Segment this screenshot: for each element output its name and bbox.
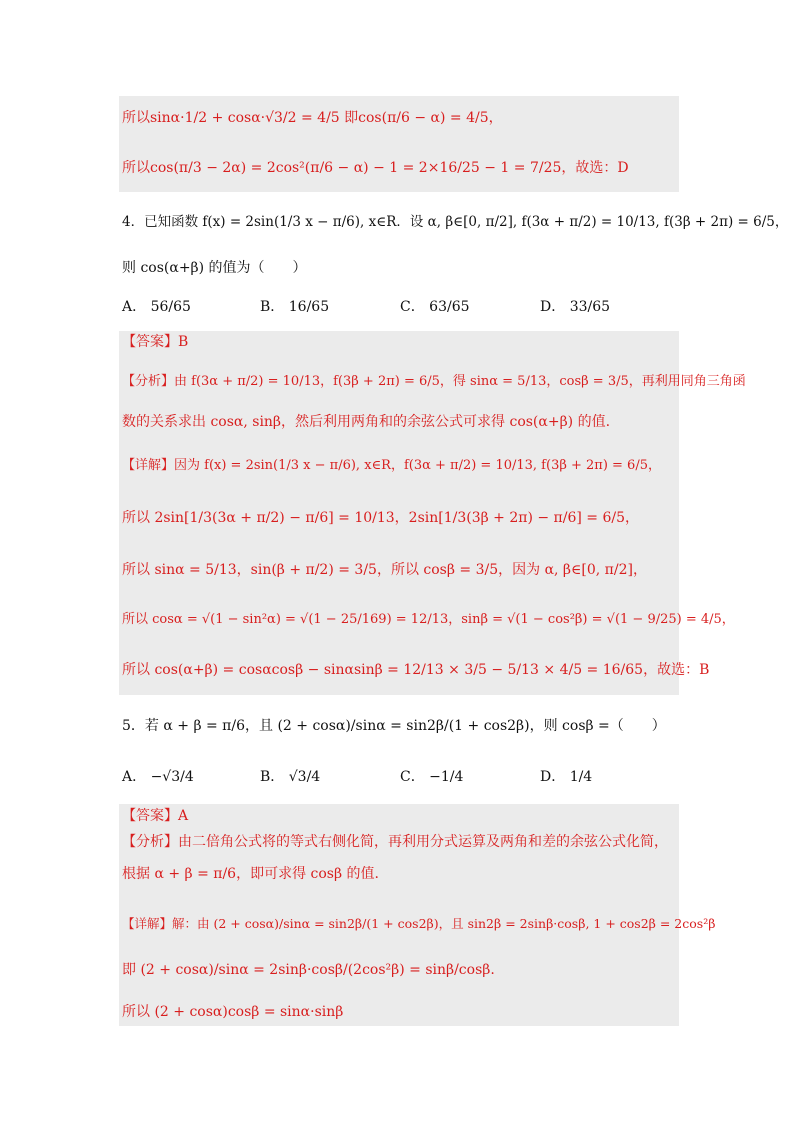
q4-option-c-letter: C． [400, 299, 425, 315]
q5-detail-line-1: 【详解】解：由 (2 + cosα)/sinα = sin2β/(1 + cos2β)，且 sin2β = 2sinβ·cosβ, 1 + cos2β = 2cos²β [122, 916, 716, 931]
q5-option-c-value: −1/4 [429, 769, 464, 785]
q5-option-d-value: 1/4 [569, 769, 593, 785]
q4-option-d-letter: D． [540, 299, 566, 315]
q4-option-b-letter: B． [260, 299, 285, 315]
q4-stem-line-2: 则 cos(α+β) 的值为（ ） [122, 260, 307, 276]
q5-detail-line-2: 即 (2 + cosα)/sinα = 2sinβ·cosβ/(2cos²β) = sinβ/cosβ. [122, 962, 495, 978]
q5-option-d[interactable] [540, 766, 592, 786]
q5-option-a[interactable] [122, 766, 194, 786]
q5-option-a-value: −√3/4 [150, 769, 194, 785]
q5-option-c-letter: C． [400, 769, 425, 785]
q4-detail-line-2: 所以 2sin[1/3(3α + π/2) − π/6] = 10/13，2sin[1/3(3β + 2π) − π/6] = 6/5， [122, 510, 639, 526]
q4-option-b-value: 16/65 [288, 299, 330, 315]
q4-detail-line-3: 所以 sinα = 5/13，sin(β + π/2) = 3/5，所以 cosβ = 3/5，因为 α, β∈[0, π/2]， [122, 562, 647, 578]
q4-option-b[interactable] [260, 296, 329, 316]
q5-option-b-value: √3/4 [288, 769, 321, 785]
q5-option-c[interactable] [400, 766, 463, 786]
q4-option-d[interactable] [540, 296, 610, 316]
q4-option-a-value: 56/65 [150, 299, 191, 315]
q5-answer: 【答案】A [122, 808, 189, 824]
q5-stem: 5．若 α + β = π/6，且 (2 + cosα)/sinα = sin2β/(1 + cos2β)，则 cosβ =（ ） [122, 718, 666, 734]
q4-option-a-letter: A． [122, 299, 147, 315]
prev-solution-line-2: 所以cos(π/3 − 2α) = 2cos²(π/6 − α) − 1 = 2×16/25 − 1 = 7/25，故选：D [122, 160, 629, 176]
q4-detail-line-5: 所以 cos(α+β) = cosαcosβ − sinαsinβ = 12/13 × 3/5 − 5/13 × 4/5 = 16/65，故选：B [122, 662, 710, 678]
q5-option-b[interactable] [260, 766, 320, 786]
q4-option-d-value: 33/65 [569, 299, 611, 315]
q4-answer: 【答案】B [122, 334, 189, 350]
q4-stem: 4．已知函数 f(x) = 2sin(1/3 x − π/6), x∈R．设 α, β∈[0, π/2], f(3α + π/2) = 10/13, f(3β + 2π) = 6/5， [122, 214, 789, 230]
q5-option-d-letter: D． [540, 769, 566, 785]
q5-option-a-letter: A． [122, 769, 147, 785]
q4-analysis-line-1: 【分析】由 f(3α + π/2) = 10/13，f(3β + 2π) = 6/5，得 sinα = 5/13，cosβ = 3/5，再利用同角三角函 [122, 374, 746, 389]
q5-option-b-letter: B． [260, 769, 285, 785]
q4-option-a[interactable] [122, 296, 191, 316]
q5-analysis-line-1: 【分析】由二倍角公式将的等式右侧化简，再利用分式运算及两角和差的余弦公式化简， [122, 834, 668, 850]
q4-detail-line-4: 所以 cosα = √(1 − sin²α) = √(1 − 25/169) = 12/13，sinβ = √(1 − cos²β) = √(1 − 9/25) = 4/5， [122, 612, 735, 627]
q4-detail-line-1: 【详解】因为 f(x) = 2sin(1/3 x − π/6), x∈R，f(3α + π/2) = 10/13, f(3β + 2π) = 6/5， [122, 458, 661, 473]
q5-detail-line-3: 所以 (2 + cosα)cosβ = sinα·sinβ [122, 1004, 344, 1020]
q4-analysis-line-2: 数的关系求出 cosα, sinβ，然后利用两角和的余弦公式可求得 cos(α+β) 的值. [122, 414, 611, 430]
q4-option-c[interactable] [400, 296, 470, 316]
q5-analysis-line-2: 根据 α + β = π/6，即可求得 cosβ 的值. [122, 866, 379, 882]
prev-solution-line-1: 所以sinα·1/2 + cosα·√3/2 = 4/5 即cos(π/6 − α) = 4/5， [122, 110, 503, 126]
q4-option-c-value: 63/65 [429, 299, 470, 315]
